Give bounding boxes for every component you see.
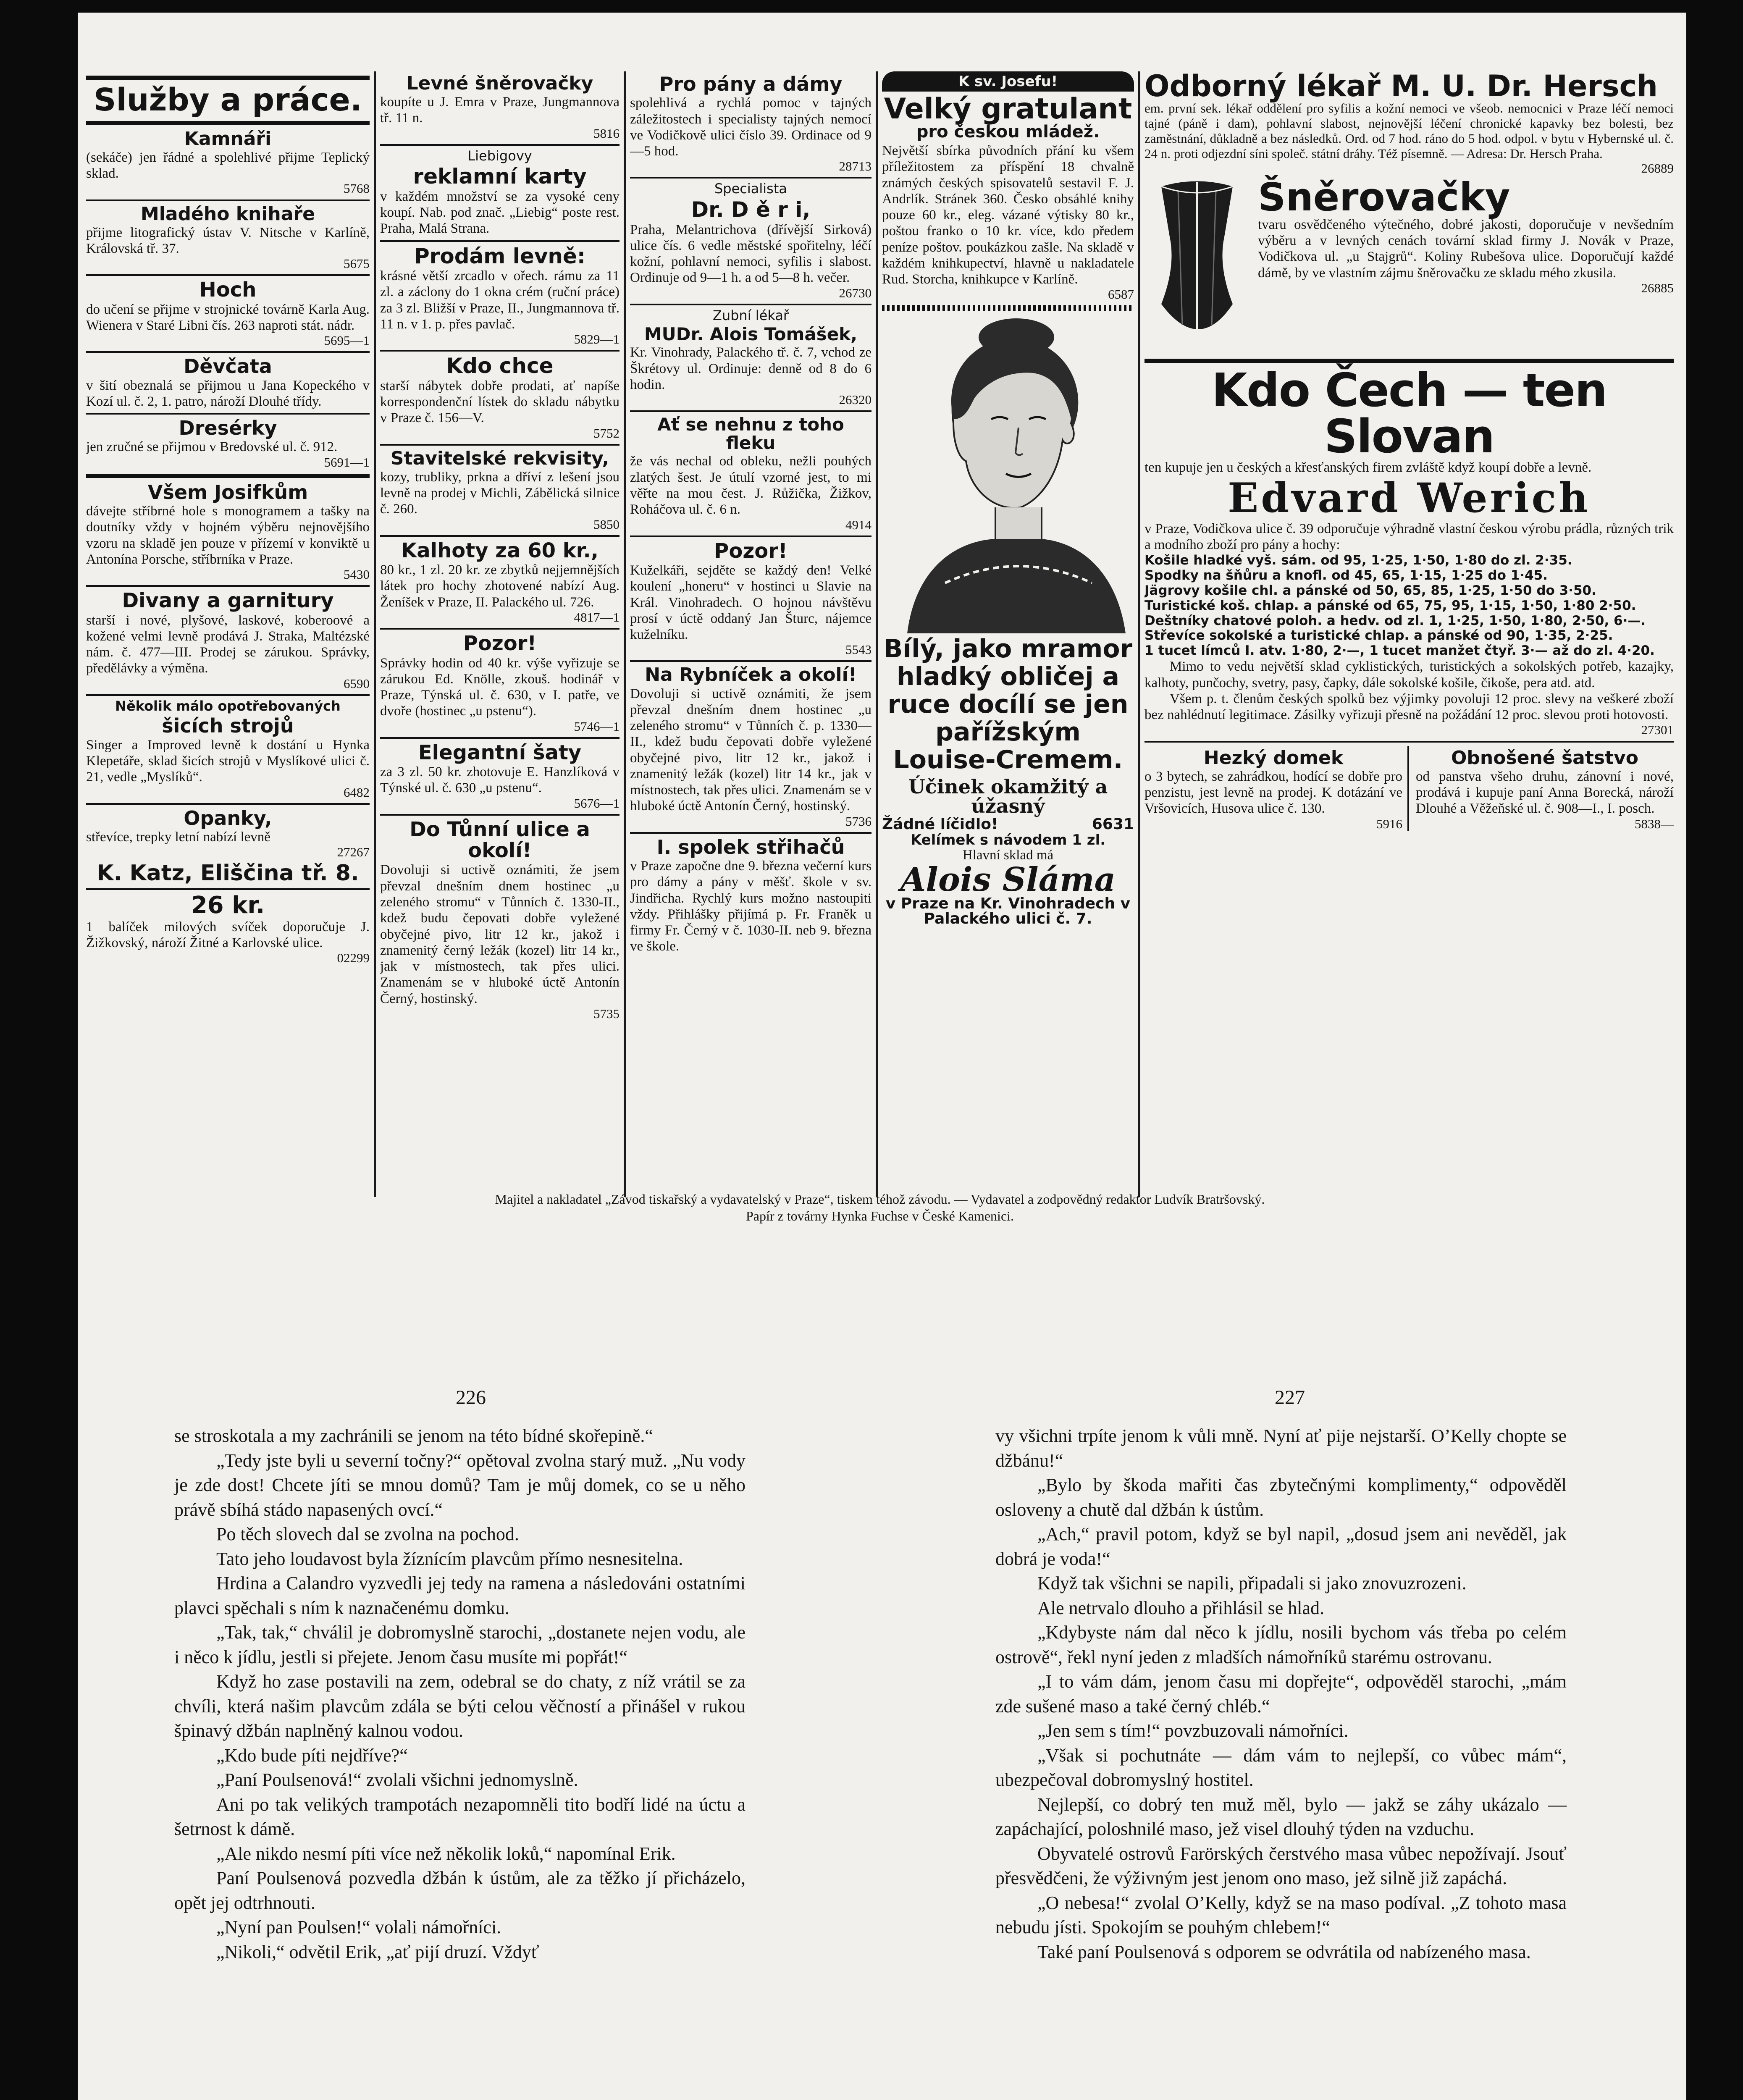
price-list <box>1144 553 1674 659</box>
ad-body: v Praze, Vodičkova ulice č. 39 odporučuje výhradně vlastní českou výrobu prádla, různých trik a modního zboží pro pány a hochy: <box>1144 521 1674 553</box>
column-services <box>86 71 370 1201</box>
price-item: Košile hladké vyš. sám. od 95, 1·25, 1·50, 1·80 do zl. 2·35. <box>1144 552 1572 568</box>
paragraph: „Tak, tak,“ chválil je dobromyslně starochi, „dostanete nejen vodu, ale i něco k jídlu, jestli si přejete. Jenom času musíte mi popřát!“ <box>174 1622 746 1667</box>
ad: Specialista Dr. D ě r i, Praha, Melantrichova (dřívější Sirková) ulice čís. 6 vedle městské spořitelny, léčí kožní, pohlavní nemoci, syfilis i slabost. Ordinuje od 9—1 h. a od 5—8 h. večer. 26730 <box>630 181 872 300</box>
ad-store-address: v Praze na Kr. Vinohradech v Palackého ulici č. 7. <box>885 895 1131 927</box>
paragraph: Tato jeho loudavost byla žíznícím plavcům přímo nesnesitelna. <box>216 1548 683 1569</box>
ad-headline: Kdo Čech — ten Slovan <box>1211 363 1607 463</box>
paragraph: Také paní Poulsenová s odporem se odvrátila od nabízeného masa. <box>1037 1941 1531 1962</box>
ad-body: Největší sbírka původních přání ku všem příležitostem za příspění 18 chvalně známých českých spisovatelů sestavil F. J. Andrlík. Stránek 360. Česko obsáhlé knihy pouze 60 kr., eleg. vázané výtisky 80 kr., poštou franko o 10 kr. více, kdo předem peníze poštov. poukázkou zašle. Na skladě v každém knihkupectví, hlavně u nakladatele Rud. Storcha, knihkupce v Karlíně. <box>882 143 1134 287</box>
imprint: Majitel a nakladatel „Závod tiskařský a vydavatelský v Praze“, tiskem téhož závodu. — Vydavatel a zodpovědný redaktor Ludvík Bratršovský. Papír z továrny Hynka Fuchse v České Kamenici. <box>495 1192 1265 1223</box>
ad-title: Velký gratulant <box>884 92 1132 126</box>
ornament-rule <box>882 305 1134 311</box>
ad-number: 26885 <box>1641 280 1674 295</box>
ad: Levné šněrovačky koupíte u J. Emra v Praze, Jungmannova tř. 11 n. 5816 <box>380 73 620 141</box>
paragraph: Obyvatelé ostrovů Farörských čerstvého masa vůbec nepožívají. Jsouť přesvědčeni, že výživným jest jenom ono maso, jež silně již zapáchá. <box>995 1843 1567 1889</box>
woman-portrait-illustration <box>882 314 1134 633</box>
corset-ad <box>1144 174 1674 354</box>
ad: Pozor! Kuželkáři, sejděte se každý den! Velké koulení „honeru“ v hostinci u Slavie na Král. Vinohradech. O hojnou návštěvu prosí v úctě oddaný Jan Šturc, nájemce kuželníku. 5543 <box>630 539 872 657</box>
column-ads-4 <box>882 71 1134 1201</box>
ad: Kalhoty za 60 kr., 80 kr., 1 zl. 20 kr. ze zbytků nejjemnějších látek pro hochy zhotovené nabízí Aug. Ženíšek v Praze, II. Palackého ul. 726. 4817—1 <box>380 538 620 625</box>
ad-body: Mimo to vedu největší sklad cyklistických, turistických a sokolských potřeb, kazajky, kalhoty, punčochy, svetry, pasy, čapky, dále sokolské košile, čikoše, pera atd. atd. <box>1144 659 1674 690</box>
ad-subtitle: pro českou mládež. <box>916 122 1100 142</box>
ad-body: Všem p. t. členům českých spolků bez výjimky povoluji 12 proc. slevy na veškeré zboží bez nahlédnutí legitimace. Zásilky vyřizuji přesně na požádání 12 proc. slevou proti hotovosti. <box>1144 691 1674 723</box>
ad: Pozor! Správky hodin od 40 kr. výše vyřizuje se zárukou Ed. Knölle, zkouš. hodinář v Praze, Týnská ul. č. 630, v I. patře, ve dvoře (hostinec „u pstenu“). 5746—1 <box>380 632 620 734</box>
book-page-left <box>174 1424 746 1964</box>
ad-effect: Účinek okamžitý a úžasný <box>908 775 1108 818</box>
paragraph: Když tak všichni se napili, připadali si jako znovuzrozeni. <box>1037 1573 1467 1594</box>
price-item: Jägrovy košile chl. a pánské od 50, 65, 85, 1·25, 1·50 do 3·50. <box>1144 583 1596 598</box>
price-item: Turistické koš. chlap. a pánské od 65, 75, 95, 1·15, 1·50, 1·80 2·50. <box>1144 598 1636 613</box>
ad-banner: K sv. Josefu! <box>882 71 1134 92</box>
ad-number: 6587 <box>1108 287 1134 302</box>
paragraph: „Ale nikdo nesmí píti více než několik loků,“ napomínal Erik. <box>216 1843 676 1864</box>
ad: Dresérky jen zručné se přijmou v Bredovské ul. č. 912. 5691—1 <box>86 417 370 470</box>
column-ads-2 <box>380 71 620 1201</box>
section-title: Služby a práce. <box>94 82 362 118</box>
corset-illustration <box>1144 178 1250 354</box>
ad: Hezký domek o 3 bytech, se zahrádkou, hodící se dobře pro penzistu, jest levně na prodej. K dotázání ve Vršovicích, Husova ulice č. 130. 5916 <box>1144 746 1409 831</box>
ad: Mladého knihaře přijme litografický ústav V. Nitsche v Karlíně, Královská tř. 37. 5675 <box>86 203 370 271</box>
ad-firm-name: Edvard Werich <box>1228 474 1591 522</box>
paragraph: Když ho zase postavili na zem, odebral se do chaty, z níž vrátil se za chvíli, která našim plavcům zdála se býti celou věčností a přinášel v rukou špinavý džbán naplněný kalnou vodou. <box>174 1671 746 1741</box>
newspaper-sheet <box>78 13 1686 2100</box>
paragraph: „Ach,“ pravil potom, když se byl napil, „dosud jsem ani nevěděl, jak dobrá je voda!“ <box>995 1524 1567 1569</box>
paragraph: se stroskotala a my zachránili se jenom na této bídné skořepině.“ <box>174 1425 653 1446</box>
price-item: Deštníky chatové poloh. a hedv. od zl. 1, 1·25, 1·50, 1·80, 2·50, 6·—. <box>1144 613 1646 628</box>
ad-address: K. Katz, Eliščina tř. 8. <box>97 861 359 886</box>
page-number-left: 226 <box>456 1386 486 1409</box>
ad: Liebigovy reklamní karty v každém množství se za vysoké ceny koupí. Nab. pod znač. „Liebig“ poste rest. Praha, Malá Strana. <box>380 147 620 236</box>
paragraph: „Paní Poulsenová!“ zvolali všichni jednomyslně. <box>216 1769 578 1790</box>
ad: Několik málo opotřebovaných šicích strojů Singer a Improved levně k dostání u Hynka Klepetáře, sklad šicích strojů v Myslíkové ulici č. 21, vedle „Myslíků“. 6482 <box>86 698 370 800</box>
paragraph: „O nebesa!“ zvolal O’Kelly, když se na maso podíval. „Z tohoto masa nebudu jísti. Spokojím se pouhým chlebem!“ <box>995 1892 1567 1938</box>
ad-slogan: Bílý, jako mramor hladký obličej a ruce docílí se jen pařížským Louise-Cremem. <box>883 634 1133 775</box>
paragraph: Nejlepší, co dobrý ten muž měl, bylo — jakž se záhy ukázalo — zapáchající, poloshnilé maso, jež visel dlouhý týden na vzduchu. <box>995 1794 1567 1840</box>
ad: 26 kr. 1 balíček milových svíček doporučuje J. Žižkovský, nároží Žitné a Karlovské ulice. 02299 <box>86 891 370 966</box>
paragraph: Hrdina a Calandro vyzvedli jej tedy na ramena a následováni ostatními plavci spěchali s ním k naznačenému domku. <box>174 1573 746 1618</box>
small-ads-row <box>1144 746 1674 831</box>
book-page-right <box>995 1424 1567 1964</box>
ad-price: Kelímek s návodem 1 zl. <box>910 832 1106 849</box>
paragraph: „Však si pochutnáte — dám vám to nejlepší, co vůbec mám“, ubezpečoval dobromyslný hostitel. <box>995 1745 1567 1790</box>
price-item: Střevíce sokolské a turistické chlap. a pánské od 90, 1·35, 2·25. <box>1144 628 1613 643</box>
column-ads-3 <box>630 71 872 1201</box>
ad: Stavitelské rekvisity, kozy, trubliky, prkna a dříví z lešení jsou levně na prodej v Michli, Zábělická silnice č. 260. 5850 <box>380 447 620 532</box>
ad: Prodám levně: krásné větší zrcadlo v ořech. rámu za 11 zl. a záclony do 1 okna crém (ruční práce) za 3 zl. Bližší v Praze, II., Jungmannova tř. 11 n. v 1. p. přes pavlač. 5829—1 <box>380 244 620 347</box>
ad: Na Rybníček a okolí! Dovoluji si uctivě oznámiti, že jsem převzal dnešním dnem hostinec „u zeleného stromu“ v Tůnních č. p. 1330—II., kdež budu čepovati dobře vyležené obyčejné pivo, litr 12 kr., jakož i znamenitý ležák (kozel) litr 14 kr., jak v místnostech, tak přes ulici. Znamenám se v hluboké úctě Antonín Černý, hostinský. 5736 <box>630 664 872 829</box>
column-ads-5 <box>1144 71 1674 1201</box>
ad-body: em. první sek. lékař oddělení pro syfilis a kožní nemoci ve všeob. nemocnici v Praze léčí nemoci tajné (páně i dam), pohlavní slabost, nejnovější léčení chronické kapavky bez bolesti, bez zaměstnání, důkladně a bez následků. Ord. od 7 hod. ráno do 5 hod. odpol. v bytu v Hybernské ul. č. 24 n. proti odjezdní síni společ. státní dráhy. Též písemně. — Adresa: Dr. Hersch Praha. <box>1144 101 1674 161</box>
ad: Děvčata v šití obeznalá se přijmou u Jana Kopeckého v Kozí ul. č. 2, 1. patro, nároží Dlouhé třídy. <box>86 355 370 409</box>
ad: Opanky, střevíce, trepky letní nabízí levně 27267 <box>86 806 370 860</box>
paragraph: Po těch slovech dal se zvolna na pochod. <box>216 1524 519 1545</box>
ad: Všem Josifkům dávejte stříbrné hole s monogramem a tašky na doutníky vždy v hojném výběru nejnovějšího vzoru na skladě jen pouze v přízemí v konviktě u Antonína Porsche, stříbrníka v Praze. 5430 <box>86 480 370 582</box>
page-number-right: 227 <box>1275 1386 1305 1409</box>
ad: Hoch do učení se přijme v strojnické továrně Karla Aug. Wienera v Staré Libni čís. 263 naproti stát. nádr. 5695—1 <box>86 278 370 348</box>
column-rule <box>374 71 376 1197</box>
paragraph: „Tedy jste byli u severní točny?“ opětoval zvolna starý muž. „Nu vody je zde dost! Chcete jíti se mnou domů? Tam je můj domek, co se u něho právě sbíhá stádo napasených ovcí.“ <box>174 1450 746 1520</box>
ad: Do Tůnní ulice a okolí! Dovoluji si uctivě oznámiti, že jsem převzal dnešním dnem hostinec „u zeleného stromu“ v Tůnních č. 1330-II., kdež budu čepovati dobře vyležené obyčejné pivo, litr 12 kr., jakož i znamenitý černý ležák (kozel) litr 14 kr., jak v místnostech, tak přes ulici. Znamenám se v hluboké úctě Antonín Černý, hostinský. 5735 <box>380 817 620 1021</box>
paragraph: Paní Poulsenová pozvedla džbán k ústům, ale za těžko jí přicházelo, opět jej odtrhnouti. <box>174 1868 746 1913</box>
paragraph: „Kdo bude píti nejdříve?“ <box>216 1745 408 1766</box>
column-rule <box>1138 71 1140 1197</box>
ad: Kamnáři (sekáče) jen řádné a spolehlivé přijme Teplický sklad. 5768 <box>86 128 370 196</box>
ad: Pro pány a dámy spolehlivá a rychlá pomoc v tajných záležitostech i specialisty tajných nemocí ve Vodičkově ulici číslo 39. Ordinace od 9—5 hod. 28713 <box>630 73 872 174</box>
ad: Ať se nehnu z toho fleku že vás nechal od obleku, nežli pouhých zlatých šest. Je útulí vzorné jest, to mi věřte na mou čest. J. Růžička, Žižkov, Roháčova ul. č. 6 n. 4914 <box>630 414 872 532</box>
ad: I. spolek střihačů v Praze započne dne 9. března večerní kurs pro dámy a pány v měšť. škole v sv. Jindřicha. Rychlý kurs možno nastoupiti vždy. Přihlášky přijímá p. Fr. Franěk u firmy Fr. Černý v č. 1030-II. neb 9. března ve škole. <box>630 835 872 954</box>
paragraph: Ale netrvalo dlouho a přihlásil se hlad. <box>1037 1597 1325 1618</box>
ad-number: 26889 <box>1641 160 1674 176</box>
ad-body: tvaru osvědčeného výtečného, dobré jakosti, doporučuje v nevšedním výběru a v levných cenách tovární sklad firmy J. Novák v Praze, Vodičkova ul. „u Stajgrů“. Koliny Rubešova ulice. Doporučují každé dámě, by ve vlastním zájmu šněrovačku ze skladu mého zkusila. <box>1258 217 1674 281</box>
price-item: Spodky na šňůru a knofl. od 45, 65, 1·15, 1·25 do 1·45. <box>1144 567 1548 583</box>
paragraph: „Kdybyste nám dal něco k jídlu, nosili bychom vás třeba po celém ostrově“, řekl nyní jeden z mladších námořníků starému ostrovanu. <box>995 1622 1567 1667</box>
column-rule <box>876 71 878 1197</box>
paragraph: „Nikoli,“ odvětil Erik, „ať pijí druzí. Vždyť <box>216 1941 539 1962</box>
ad: Divany a garnitury starší i nové, plyšové, laskové, koberoové a kožené velmi levně prodává J. Straka, Maltézské nám. č. 477—III. Prodej se zárukou. Správky, předělávky a výměna. 6590 <box>86 589 370 691</box>
ad-number: 27301 <box>1641 722 1674 738</box>
paragraph: „Bylo by škoda mařiti čas zbytečnými komplimenty,“ odpověděl osloveny a chutě dal džbán k ústům. <box>995 1475 1567 1520</box>
paragraph: Ani po tak velikých trampotách nezapomněli tito bodří lidé na úctu a šetrnost k dámě. <box>174 1794 746 1840</box>
ad-intro: ten kupuje jen u českých a křesťanských firem zvláště když koupí dobře a levně. <box>1144 459 1592 475</box>
column-rule <box>624 71 626 1197</box>
ad: Zubní lékař MUDr. Alois Tomášek, Kr. Vinohrady, Palackého tř. č. 7, vchod ze Škrétovy ul. Ordinuje: denně od 8 do 6 hodin. 26320 <box>630 307 872 407</box>
paragraph: „Jen sem s tím!“ povzbuzovali námořníci. <box>1037 1720 1349 1741</box>
ad-store-label: Hlavní sklad má <box>962 848 1054 863</box>
paragraph: „I to vám dám, jenom času mi dopřejte“, odpověděl starochi, „mám zde sušené maso a také černý chléb.“ <box>995 1671 1567 1717</box>
ad-title: Odborný lékař M. U. Dr. Hersch <box>1144 71 1658 103</box>
ad-store-name: Alois Sláma <box>900 860 1116 899</box>
ad: Elegantní šaty za 3 zl. 50 kr. zhotovuje E. Hanzlíková v Týnské ul. č. 630 „u pstenu“. 5676—1 <box>380 740 620 811</box>
ad: Kdo chce starší nábytek dobře prodati, ať napíše korrespondenční lístek do skladu nábytku v Praze č. 156—V. 5752 <box>380 354 620 441</box>
ad-effect-line: Žádné líčidlo! 6631 <box>882 816 1134 833</box>
paragraph: vy všichni trpíte jenom k vůli mně. Nyní ať pije nejstarší. O’Kelly chopte se džbánu!“ <box>995 1425 1567 1471</box>
ad-title: Šněrovačky <box>1258 174 1510 220</box>
price-item: 1 tucet límců I. atv. 1·80, 2·—, 1 tucet manžet čtyř. 3·— až do zl. 4·20. <box>1144 643 1655 659</box>
paragraph: „Nyní pan Poulsen!“ volali námořníci. <box>216 1917 501 1938</box>
ad: Obnošené šatstvo od panstva všeho druhu, zánovní i nové, prodává i kupuje paní Anna Borecká, nároží Dlouhé a Věžeňské ul. č. 908—I., I. posch. 5838— <box>1416 747 1674 831</box>
